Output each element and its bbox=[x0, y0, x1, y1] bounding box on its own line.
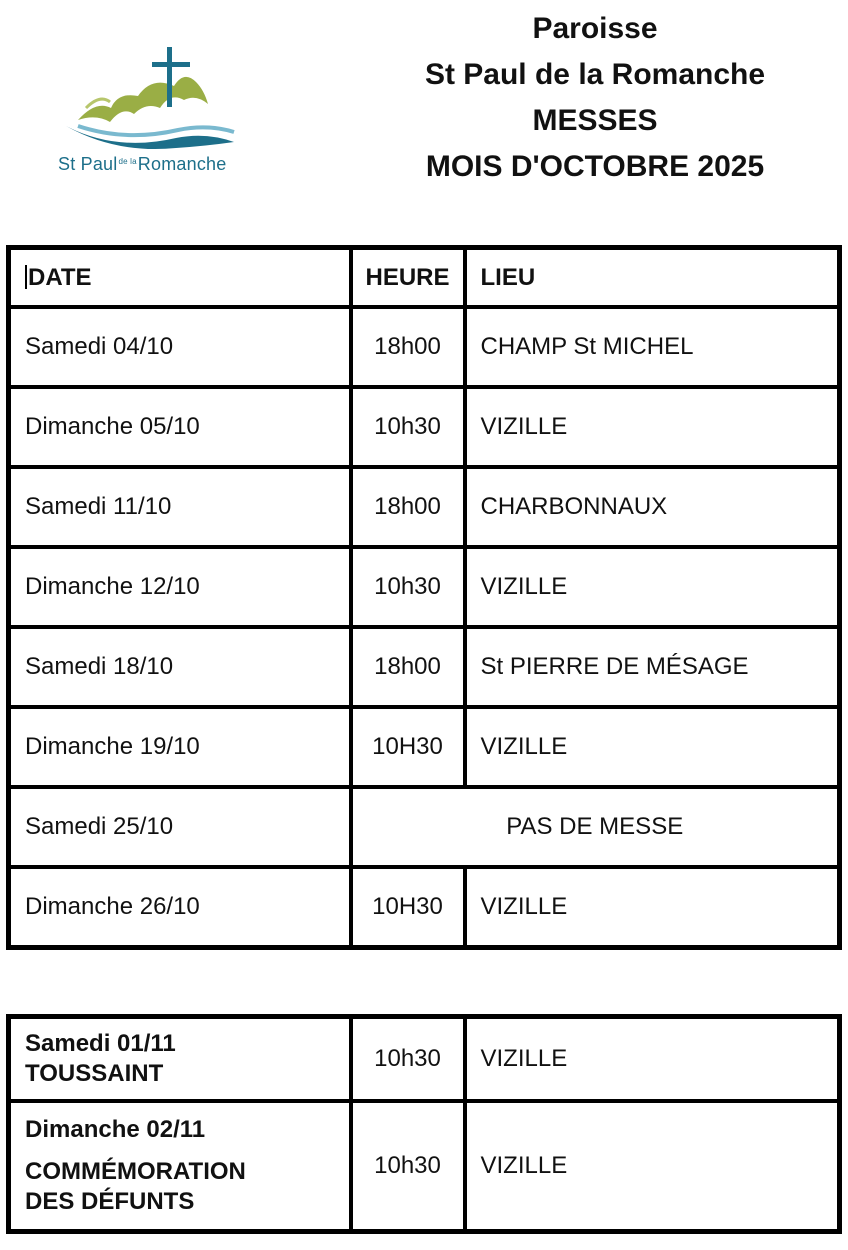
cell-place: VIZILLE bbox=[465, 867, 840, 948]
cell-date: Dimanche 12/10 bbox=[9, 547, 351, 627]
cell-date-occasion bbox=[9, 1017, 351, 1102]
cell-time: 18h00 bbox=[351, 627, 465, 707]
table-row bbox=[9, 307, 840, 387]
table-row bbox=[9, 627, 840, 707]
cell-place: VIZILLE bbox=[465, 1101, 840, 1232]
table-row bbox=[9, 387, 840, 467]
cell-place: VIZILLE bbox=[465, 387, 840, 467]
table-row bbox=[9, 1017, 840, 1102]
cell-no-mass-note: PAS DE MESSE bbox=[351, 787, 840, 867]
cell-time: 10h30 bbox=[351, 387, 465, 467]
cell-date: Samedi 04/10 bbox=[9, 307, 351, 387]
table-header-row bbox=[9, 248, 840, 308]
table-row bbox=[9, 547, 840, 627]
cell-date: Dimanche 05/10 bbox=[9, 387, 351, 467]
cell-place: St PIERRE DE MÉSAGE bbox=[465, 627, 840, 707]
logo-text: St Paul$^{de la}$Romanche bbox=[58, 154, 227, 174]
title-line-month: MOIS D'OCTOBRE 2025 bbox=[425, 150, 765, 183]
table-row bbox=[9, 787, 840, 867]
header-time: HEURE bbox=[351, 248, 465, 308]
header-place: LIEU bbox=[465, 248, 840, 308]
cell-place: CHAMP St MICHEL bbox=[465, 307, 840, 387]
cell-date: Dimanche 19/10 bbox=[9, 707, 351, 787]
text-cursor bbox=[25, 265, 27, 289]
table-row bbox=[9, 867, 840, 948]
masses-schedule-table bbox=[6, 245, 842, 950]
cell-date: Samedi 01/11 bbox=[25, 1030, 176, 1057]
cell-time: 10h30 bbox=[351, 1101, 465, 1232]
table-row bbox=[9, 467, 840, 547]
header-date: DATE bbox=[9, 248, 351, 308]
cell-time: 18h00 bbox=[351, 307, 465, 387]
cell-time: 10h30 bbox=[351, 547, 465, 627]
title-line-parish: Paroisse bbox=[532, 12, 658, 45]
cell-place: CHARBONNAUX bbox=[465, 467, 840, 547]
cell-time: 10H30 bbox=[351, 707, 465, 787]
table-row bbox=[9, 707, 840, 787]
cell-occasion-line1: COMMÉMORATION bbox=[25, 1158, 246, 1185]
parish-logo bbox=[56, 42, 252, 182]
november-schedule-table bbox=[6, 1014, 842, 1234]
cell-place: VIZILLE bbox=[465, 547, 840, 627]
cell-time: 10H30 bbox=[351, 867, 465, 948]
cell-place: VIZILLE bbox=[465, 707, 840, 787]
cell-place: VIZILLE bbox=[465, 1017, 840, 1102]
title-line-masses: MESSES bbox=[532, 104, 658, 137]
cell-time: 18h00 bbox=[351, 467, 465, 547]
cell-date: Dimanche 26/10 bbox=[9, 867, 351, 948]
cell-occasion: TOUSSAINT bbox=[25, 1060, 164, 1087]
cell-date: Samedi 25/10 bbox=[9, 787, 351, 867]
cell-date-occasion bbox=[9, 1101, 351, 1232]
cell-time: 10h30 bbox=[351, 1017, 465, 1102]
cell-date: Samedi 18/10 bbox=[9, 627, 351, 707]
title-line-parish-name: St Paul de la Romanche bbox=[424, 58, 766, 91]
cross-and-waves-icon bbox=[56, 42, 252, 154]
cell-date: Dimanche 02/11 bbox=[25, 1116, 206, 1143]
cell-occasion-line2: DES DÉFUNTS bbox=[25, 1188, 195, 1215]
table-row bbox=[9, 1101, 840, 1232]
cell-date: Samedi 11/10 bbox=[9, 467, 351, 547]
page-title bbox=[380, 6, 810, 190]
